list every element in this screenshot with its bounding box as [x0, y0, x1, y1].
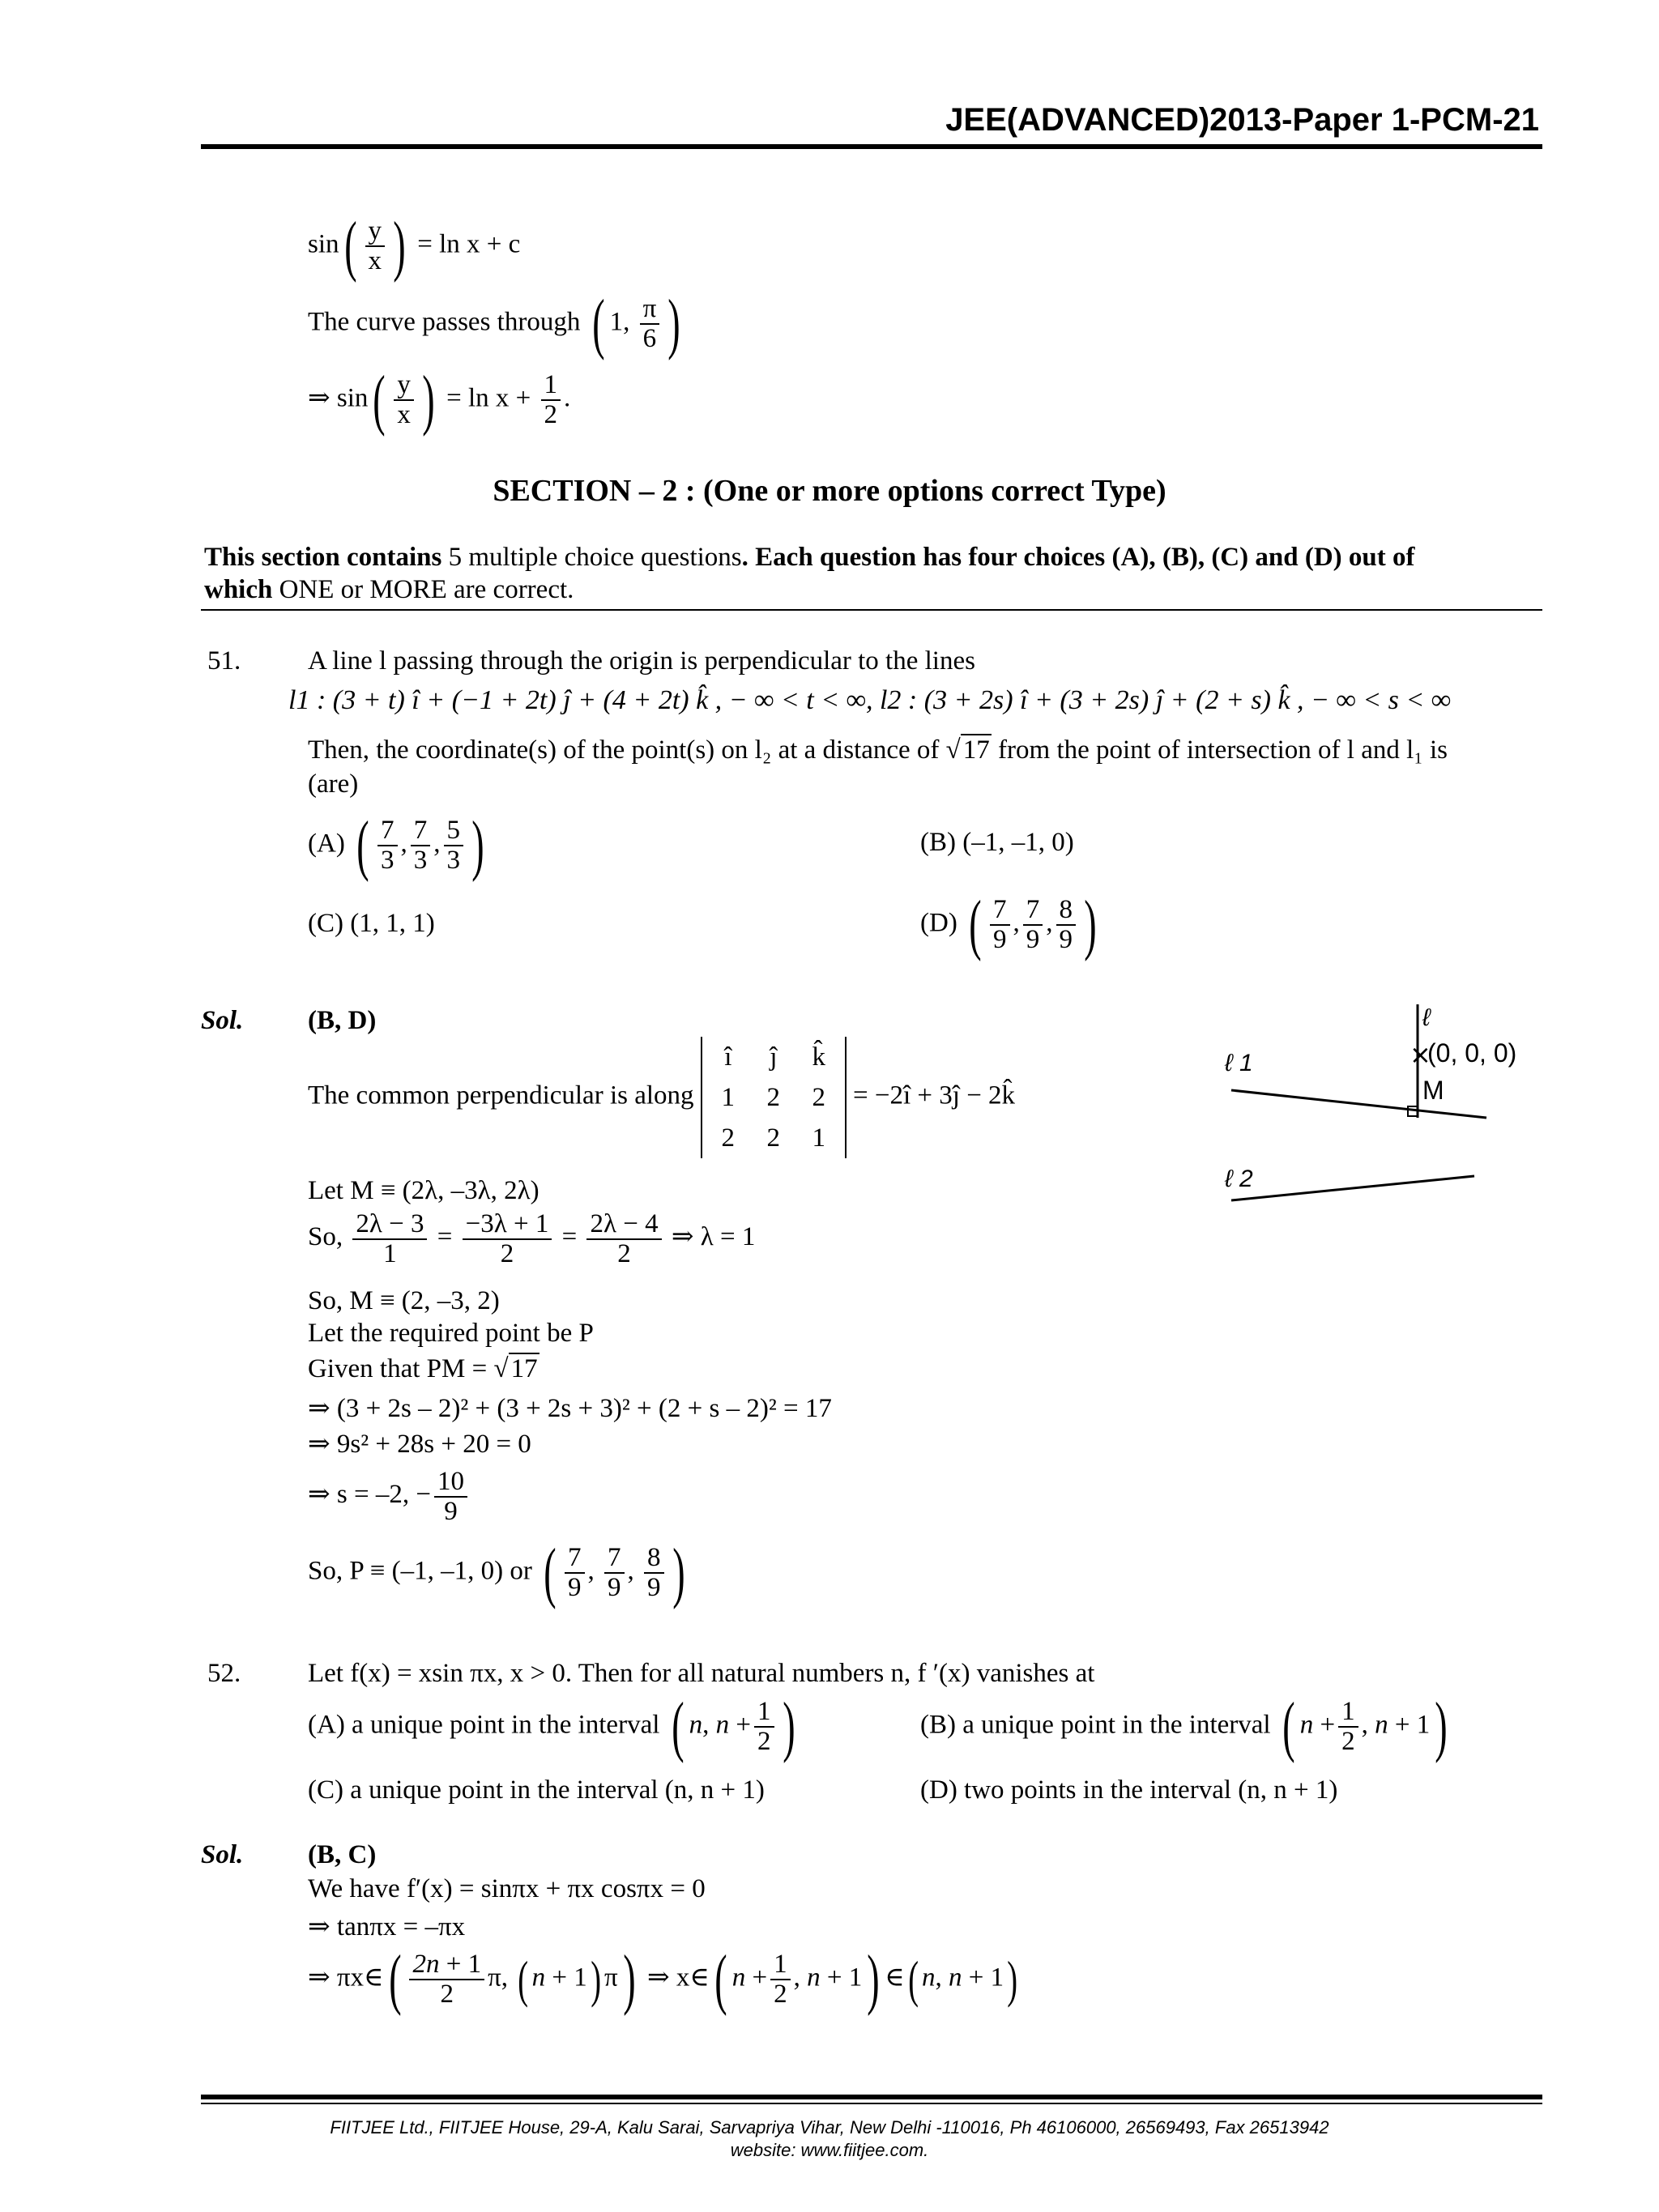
prev-line1: sin( $\frac{y}{x}$ ) = ln x + c [308, 208, 521, 283]
origin-cross-icon: × [1410, 1039, 1431, 1070]
sol51-let-m: Let M ≡ (2λ, –3λ, 2λ) [308, 1176, 539, 1205]
sol51-let-p: Let the required point be P [308, 1319, 594, 1348]
diagram-label-l1: ℓ 1 [1225, 1050, 1253, 1076]
q51-option-a: (A) ( $\frac{7}{3}$ , $\frac{7}{3}$ , $\frac{5}{3}$ ) [308, 808, 484, 883]
option-a-label: (A) [308, 829, 345, 859]
header-rule [201, 144, 1542, 149]
s-val-text: ⇒ s = –2, − [308, 1480, 431, 1510]
q51-option-d: (D) ( $\frac{7}{9}$ , $\frac{7}{9}$ , $\frac{8}{9}$ ) [920, 887, 1097, 962]
sol51-so-m: So, M ≡ (2, –3, 2) [308, 1286, 500, 1315]
diagram-label-origin: (0, 0, 0) [1427, 1038, 1517, 1068]
q52-text: Let f(x) = xsin πx, x > 0. Then for all natural numbers n, f ′(x) vanishes at [308, 1659, 1095, 1688]
intro-plain-2: ONE or MORE are correct. [279, 575, 574, 604]
sol51-p-values: So, P ≡ (–1, –1, 0) or ( $\frac{7}{9}$ , $\frac{7}{9}$ , $\frac{8}{9}$ ) [308, 1535, 685, 1610]
sol52-line2: ⇒ tanπx = –πx [308, 1912, 466, 1941]
q51-text2-b: from the point of intersection of l and l₁ is [998, 735, 1448, 765]
prev-line2: The curve passes through ( 1, $\frac{\pi}{6}$ ) [308, 286, 680, 361]
section-title: SECTION – 2 : (One or more options correct Type) [493, 474, 1166, 508]
sol52-line3-pre: ⇒ πx∈ [308, 1963, 384, 1993]
prev-line2-text: The curve passes through [308, 307, 581, 337]
option-d-label: (D) [920, 908, 957, 938]
so-label: So, [308, 1222, 343, 1252]
page-header-title: JEE(ADVANCED)2013-Paper 1-PCM-21 [945, 102, 1539, 138]
line-l1 [1231, 1090, 1486, 1118]
sol52-line3: ⇒ πx∈( $\frac{2n + 1}{2}$ π, ( n + 1) π) ⇒ x∈( n + $\frac{1}{2}$ , n + 1) ∈( n, n + 1) [308, 1941, 1018, 2017]
sol51-perp [308, 1037, 1015, 1158]
perp-text: The common perpendicular is along [308, 1080, 694, 1110]
q52-option-d: (D) two points in the interval (n, n + 1) [920, 1775, 1338, 1805]
diagram-label-l2: ℓ 2 [1225, 1166, 1253, 1192]
sol52-label: Sol. [201, 1840, 244, 1869]
sol51-eq-quad: ⇒ 9s² + 28s + 20 = 0 [308, 1430, 531, 1459]
sol52-answer: (B, C) [308, 1840, 377, 1869]
q51-text2-a: Then, the coordinate(s) of the point(s) on l₂ at a distance of [308, 735, 940, 765]
q52-opt-a-text: (A) a unique point in the interval [308, 1710, 660, 1740]
q52-opt-b-text: (B) a unique point in the interval [920, 1710, 1271, 1740]
q51-line-equations: l1 : (3 + t) î + (−1 + 2t) ĵ + (4 + 2t) k̂ , − ∞ < t < ∞, l2 : (3 + 2s) î + (3 + 2s) ĵ + (2 + s) k̂ , − ∞ < s < ∞ [288, 685, 1452, 715]
intro-bold-2: . Each question has four choices (A), (B), (C) and (D) out of [741, 543, 1415, 572]
intro-rule [201, 609, 1542, 611]
lambda-result: ⇒ λ = 1 [671, 1222, 756, 1252]
sol52-line1: We have f′(x) = sinπx + πx cosπx = 0 [308, 1874, 706, 1903]
perp-result: = −2î + 3ĵ − 2k̂ [853, 1080, 1016, 1110]
sol51-s-values: ⇒ s = –2, − $\frac{10}{9}$ [308, 1468, 471, 1525]
q52-option-b: (B) a unique point in the interval ( n + $\frac{1}{2}$ , n + 1) [920, 1689, 1448, 1764]
prev-line1-tail: = ln x + c [417, 229, 521, 259]
intro-bold-1: This section contains [204, 543, 442, 572]
q52-option-a: (A) a unique point in the interval ( n, n + $\frac{1}{2}$ ) [308, 1689, 795, 1764]
footer-website: website: www.fiitjee.com. [730, 2140, 929, 2160]
q51-text2: Then, the coordinate(s) of the point(s) on l₂ at a distance of √17 from the point of intersection of l and l₁ is [308, 735, 1448, 765]
q52-option-c: (C) a unique point in the interval (n, n + 1) [308, 1775, 765, 1805]
footer-rule-thick [201, 2095, 1542, 2099]
prev-line3: ⇒ sin( $\frac{y}{x}$ ) = ln x + $\frac{1}{2}$ . [308, 362, 571, 437]
section-intro [204, 541, 1542, 606]
given-text: Given that PM = [308, 1354, 488, 1383]
footer-rule-thin [201, 2103, 1542, 2104]
intro-bold-3: which [204, 575, 273, 604]
p-val-text: So, P ≡ (–1, –1, 0) or [308, 1556, 532, 1586]
q51-text: A line l passing through the origin is perpendicular to the lines [308, 646, 975, 676]
q52-number: 52. [207, 1659, 241, 1688]
q51-option-c: (C) (1, 1, 1) [308, 909, 435, 938]
diagram-label-l: ℓ [1422, 1004, 1431, 1031]
cross-product-determinant: î ĵ k̂ 1 2 2 2 2 1 [701, 1037, 847, 1158]
intro-plain-1: 5 multiple choice questions [448, 543, 742, 572]
q51-number: 51. [207, 646, 241, 676]
footer-address: FIITJEE Ltd., FIITJEE House, 29-A, Kalu Sarai, Sarvapriya Vihar, New Delhi -110016, Ph 46106000, 26569493, Fax 26513942 [330, 2117, 1329, 2137]
q51-option-b: (B) (–1, –1, 0) [920, 828, 1074, 857]
sol51-eq-sum: ⇒ (3 + 2s – 2)² + (3 + 2s + 3)² + (2 + s – 2)² = 17 [308, 1394, 832, 1423]
prev-line3-tail: = ln x + [446, 383, 531, 413]
sol51-so-ratio: So, $\frac{2\lambda - 3}{1}$ = $\frac{-3\lambda + 1}{2}$ = $\frac{2\lambda - 4}{2}$ ⇒ λ = 1 [308, 1209, 756, 1268]
sol51-label: Sol. [201, 1006, 244, 1035]
sol51-given: Given that PM = √17 [308, 1354, 538, 1383]
diagram-label-m: M [1422, 1076, 1444, 1105]
line-l2 [1231, 1176, 1474, 1200]
q51-text2-c: (are) [308, 769, 359, 799]
lines-diagram [1199, 996, 1539, 1239]
sol51-answer: (B, D) [308, 1006, 377, 1035]
